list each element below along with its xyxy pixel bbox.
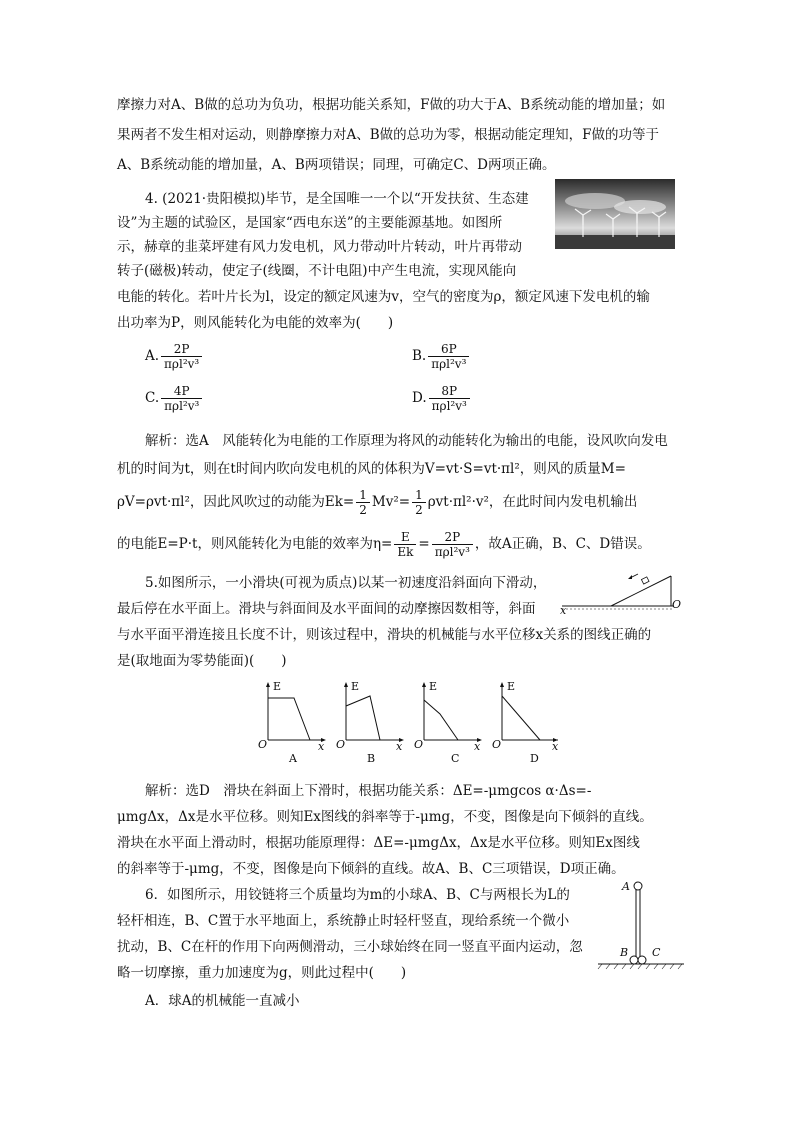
q5-line-1: 5.如图所示，一小滑块(可视为质点)以某一初速度沿斜面向下滑动， <box>145 575 547 591</box>
rod-balls-figure <box>596 880 686 972</box>
q5-line-4: 是(取地面为零势能面)( ) <box>117 653 287 669</box>
q4-line-6: 出功率为P，则风能转化为电能的效率为( ) <box>117 315 394 331</box>
graph-d-origin: O <box>492 738 502 751</box>
q6-line-1: 6．如图所示，用铰链将三个质量均为m的小球A、B、C与两根长为L的 <box>145 887 570 903</box>
graph-b-line <box>346 696 380 740</box>
q4-option-a-fraction: $\frac{2P}{\text{πρl²v³}}$ <box>161 342 202 371</box>
q5-solution-line-1: 解析：选D 滑块在斜面上下滑时，根据功能关系：ΔE=-μmgcos α·Δs=- <box>145 783 592 799</box>
q5-solution-line-2: μmgΔx，Δx是水平位移。则知Ex图线的斜率等于-μmg，不变，图像是向下倾斜的直线。 <box>117 809 653 825</box>
graph-b-x-label: x <box>396 740 403 753</box>
graph-a-e-label: E <box>273 680 282 693</box>
graph-d-line <box>502 696 540 740</box>
wind-turbine-photo <box>555 179 675 249</box>
incline-x-label: x <box>560 604 567 617</box>
q4-line-3: 示，赫章的韭菜坪建有风力发电机，风力带动叶片转动，叶片再带动 <box>117 239 522 255</box>
graph-a-x-label: x <box>318 740 325 753</box>
graph-d-e-label: E <box>507 680 516 693</box>
q6-line-4: 略一切摩擦，重力加速度为g，则此过程中( ) <box>117 965 407 981</box>
q6-line-3: 扰动，B、C在杆的作用下向两侧滑动，三小球始终在同一竖直平面内运动，忽 <box>117 939 583 955</box>
q4-line-4: 转子(磁极)转动，使定子(线圈，不计电阻)中产生电流，实现风能向 <box>117 263 517 279</box>
q4-option-c-fraction: $\frac{4P}{\text{πρl²v³}}$ <box>161 384 202 413</box>
graph-a-line <box>268 698 310 740</box>
q6-line-2: 轻杆相连，B、C置于水平地面上，系统静止时轻杆竖直，现给系统一个微小 <box>117 913 570 929</box>
graph-c-origin: O <box>414 738 424 751</box>
q4-solution-line-3: ρV=ρvt·πl²，因此风吹过的动能为Ek= $\frac{1}{2}$ Mv²= $\frac{1}{2}$ ρvt·πl²·v²，在此时间内发电机输出 <box>117 488 638 517</box>
graph-c-line <box>424 700 458 740</box>
intro-line-2: 果两者不发生相对运动，则静摩擦力对A、B做的总功为零，根据动能定理知，F做的功等于 <box>117 127 660 143</box>
fig-ball-b-label: B <box>620 946 629 959</box>
fig-ball-a-label: A <box>622 880 630 893</box>
q4-option-d-fraction: $\frac{8P}{\text{πρl²v³}}$ <box>429 384 470 413</box>
incline-origin-label: O <box>672 598 682 611</box>
q4-option-a[interactable]: A. $\frac{2P}{\text{πρl²v³}}$ <box>145 342 204 371</box>
q4-option-c[interactable]: C. $\frac{4P}{\text{πρl²v³}}$ <box>145 384 204 413</box>
graph-c-x-label: x <box>474 740 481 753</box>
graph-c-caption: C <box>451 752 460 765</box>
graph-b-caption: B <box>367 752 376 765</box>
incline-figure <box>556 566 686 616</box>
fig-ball-c-label: C <box>652 946 661 959</box>
q6-option-a[interactable]: A．球A的机械能一直减小 <box>145 993 300 1009</box>
q5-solution-line-4: 的斜率等于-μmg，不变，图像是向下倾斜的直线。故A、B、C三项错误，D项正确。 <box>117 861 625 877</box>
graph-b-origin: O <box>336 738 346 751</box>
intro-line-3: A、B系统动能的增加量，A、B两项错误；同理，可确定C、D两项正确。 <box>117 157 556 173</box>
q4-option-b-fraction: $\frac{6P}{\text{πρl²v³}}$ <box>428 342 469 371</box>
q4-line-5: 电能的转化。若叶片长为l，设定的额定风速为v，空气的密度为ρ，额定风速下发电机的输 <box>117 289 650 305</box>
q5-line-3: 与水平面平滑连接且长度不计，则该过程中，滑块的机械能与水平位移x关系的图线正确的 <box>117 627 652 643</box>
q4-line-1: 4. (2021·贵阳模拟)毕节，是全国唯一一个以“开发扶贫、生态建 <box>145 191 529 207</box>
q4-solution-line-4: 的电能E=P·t，则风能转化为电能的效率为η= $\frac{E}{Ek}$ = $\frac{2P}{\text{πρl²v³}}$ ，故A正确，B、C、D错误。 <box>117 530 651 559</box>
q5-solution-line-3: 滑块在水平面上滑动时，根据功能原理得：ΔE=-μmgΔx，Δx是水平位移。则知Ex图线 <box>117 835 640 851</box>
graph-d-caption: D <box>530 752 539 765</box>
graph-c-e-label: E <box>429 680 438 693</box>
q4-option-d[interactable]: D. $\frac{8P}{\text{πρl²v³}}$ <box>412 384 472 413</box>
q4-option-b[interactable]: B. $\frac{6P}{\text{πρl²v³}}$ <box>412 342 471 371</box>
graph-b-e-label: E <box>351 680 360 693</box>
intro-line-1: 摩擦力对A、B做的总功为负功，根据功能关系知，F做的功大于A、B系统动能的增加量；如 <box>117 97 666 113</box>
q4-solution-line-1: 解析：选A 风能转化为电能的工作原理为将风的动能转化为输出的电能，设风吹向发电 <box>145 433 668 449</box>
graph-a-caption: A <box>289 752 297 765</box>
q4-solution-line-2: 机的时间为t，则在t时间内吹向发电机的风的体积为V=vt·S=vt·πl²，则风的质量M= <box>117 461 626 477</box>
q5-line-2: 最后停在水平面上。滑块与斜面间及水平面间的动摩擦因数相等，斜面 <box>117 601 536 617</box>
q4-line-2: 设”为主题的试验区，是国家“西电东送”的主要能源基地。如图所 <box>117 215 503 231</box>
graph-d-x-label: x <box>552 740 559 753</box>
graph-a-origin: O <box>258 738 268 751</box>
